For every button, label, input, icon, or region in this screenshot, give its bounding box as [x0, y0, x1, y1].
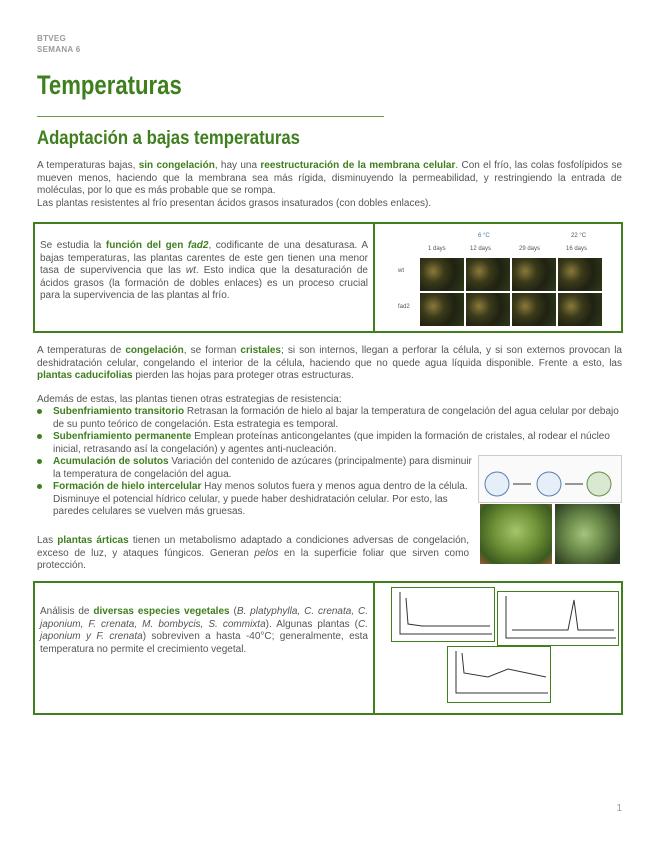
course-code: BTVEG: [37, 34, 67, 43]
plant-photo: [558, 258, 602, 291]
list-item: Subenfriamiento transitorio Retrasan la formación de hielo al bajar la temperatura de congelación del agua celular por debajo de su punto teórico de congelación. Esta estrategia es temporal.: [37, 406, 622, 431]
cell-schematic-figure: [478, 455, 622, 503]
box-divider: [373, 583, 375, 713]
list-item: Subenfriamiento permanente Emplean proteínas anticongelantes (que impiden la formación de cristales, al rodear el núcleo inicial, retrasando así la congelación) y agentes anti-nucleación.: [37, 431, 622, 456]
week-label: SEMANA 6: [37, 45, 81, 54]
day-label-2: 12 days: [470, 246, 492, 252]
freezing-curve-graph: [447, 646, 551, 703]
plant-photo: [512, 293, 556, 326]
freezing-curve-graph: [497, 591, 619, 646]
fad2-text: Se estudia la función del gen fad2, codificante de una desaturasa. A bajas temperaturas, las plantas carentes de este gen tienen una menor tasa de supervivencia que las wt. Esto indica que la desaturación de ácidos grasos (la formación de dobles enlaces) es un proceso crucial para la supervivencia de las plantas al frío.: [40, 240, 368, 301]
plant-photo: [420, 258, 464, 291]
fad2-photo-figure: [384, 232, 620, 330]
day-label-1: 1 days: [428, 246, 446, 252]
freezing-curve-graph: [391, 587, 495, 642]
list-item: Formación de hielo intercelular Hay menos solutos fuera y menos agua dentro de la célula. Disminuye el potencial hídrico celular, y puede haber deshidratación celular. Por esto, las paredes celulares se vuelven más gruesas.: [37, 481, 478, 519]
plant-photo: [420, 293, 464, 326]
arctic-rosette-photo: [555, 504, 620, 564]
strategies-intro: Además de estas, las plantas tienen otras estrategias de resistencia:: [37, 394, 342, 405]
arctic-moss-photo: [480, 504, 552, 564]
plant-photo: [512, 258, 556, 291]
plant-photo: [558, 293, 602, 326]
document-header: [37, 33, 80, 55]
box-divider: [373, 224, 375, 331]
list-item: Acumulación de solutos Variación del contenido de azúcares (principalmente) para disminuir la temperatura de congelación del agua.: [37, 456, 478, 481]
day-label-3: 29 days: [519, 246, 541, 252]
title-divider: [37, 116, 384, 117]
intro-line-2: Las plantas resistentes al frío presentan ácidos grasos insaturados (con dobles enlaces).: [37, 197, 432, 209]
arctic-paragraph: Las plantas árticas tienen un metabolismo adaptado a condiciones adversas de congelación, exceso de luz, y ataques fúngicos. Generan pelos en la superficie foliar que sirven como protección.: [37, 535, 470, 571]
row-label-wt: wt: [398, 268, 404, 274]
plant-photo: [466, 258, 510, 291]
day-label-4: 16 days: [566, 246, 588, 252]
row-label-fad2: fad2: [398, 304, 410, 310]
freezing-paragraph: A temperaturas de congelación, se forman cristales; si son internos, llegan a perforar la célula, y si son externos provocan la deshidratación celular, congelando el interior de la célula, haciendo que no quede agua líquida disponible. Frente a esto, las plantas caducifolias pierden las hojas para proteger otras estructuras.: [37, 345, 622, 381]
species-text: Análisis de diversas especies vegetales (B. platyphylla, C. crenata, C. japonium, F. crenata, M. bombycis, S. commixta). Algunas plantas (C. japonium y F. crenata) sobreviven a hasta -40°C; generalmente, esta temperatura no permite el crecimiento vegetal.: [40, 606, 369, 655]
temp-cold-label: 6 °C: [478, 233, 490, 239]
section-title: Adaptación a bajas temperaturas: [37, 128, 300, 149]
page-number: 1: [616, 803, 622, 814]
plant-photo: [466, 293, 510, 326]
page-title: Temperaturas: [37, 70, 182, 100]
intro-paragraph: A temperaturas bajas, sin congelación, hay una reestructuración de la membrana celular. Con el frío, las colas fosfolípidos se mueven menos, haciendo que la membrana sea más rígida, disminuyendo la permeabilidad, y restringiendo la entrada de moléculas, por lo que es más probable que se rompa. Las plantas resistentes al frío presentan ácidos grasos insaturados (con dobles enlaces).: [37, 160, 623, 209]
temp-warm-label: 22 °C: [571, 233, 587, 239]
